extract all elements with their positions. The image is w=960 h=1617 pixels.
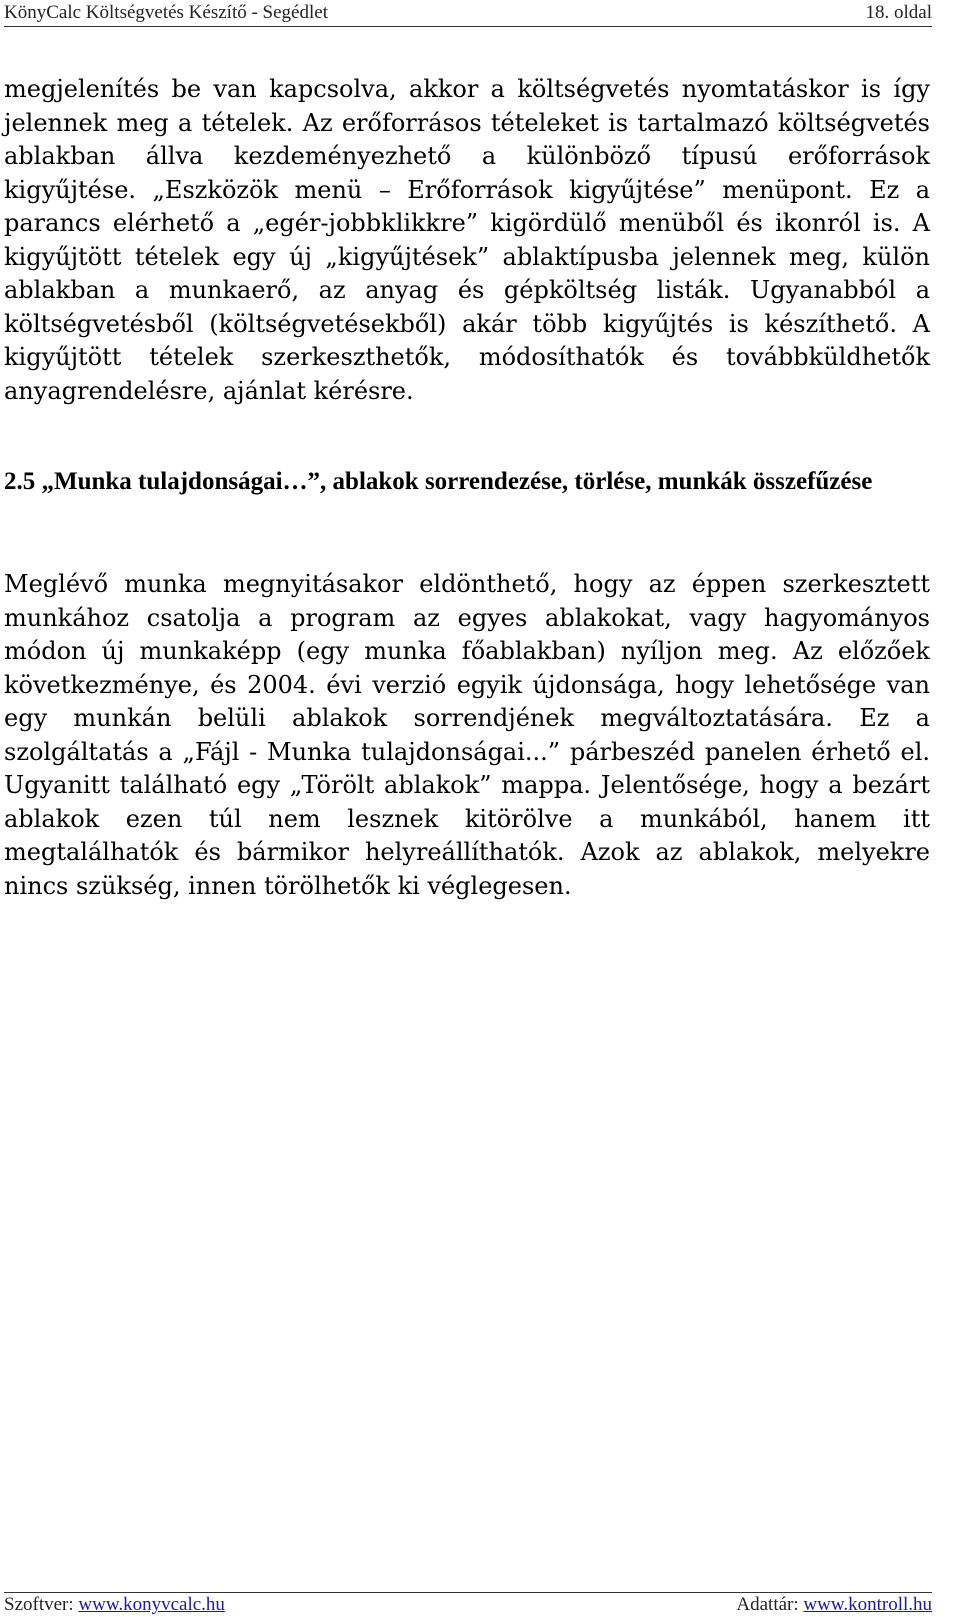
data-label: Adattár: — [736, 1594, 799, 1615]
page-header — [4, 2, 932, 26]
page-number: 18. oldal — [865, 2, 932, 23]
document-title: KönyCalc Költségvetés Készítő - Segédlet — [4, 2, 328, 23]
header-divider — [4, 26, 932, 27]
software-label: Szoftver: — [4, 1594, 74, 1615]
section-heading: 2.5 „Munka tulajdonságai…”, ablakok sorrendezése, törlése, munkák összefűzése — [4, 468, 873, 495]
software-link[interactable]: www.konyvcalc.hu — [78, 1594, 225, 1615]
page-footer — [4, 1594, 932, 1616]
data-link[interactable]: www.kontroll.hu — [803, 1594, 932, 1615]
footer-data — [736, 1594, 932, 1616]
paragraph-work-properties: Meglévő munka megnyitásakor eldönthető, hogy az éppen szerkesztett munkához csatolja a program az egyes ablakokat, vagy hagyományos módon új munkaképp (egy munka főablakban) nyíljon meg. Az előzőek következménye, és 2004. évi verzió egyik újdonsága, hogy lehetősége van egy munkán belüli ablakok sorrendjének megváltoztatására. Ez a szolgáltatás a „Fájl - Munka tulajdonságai...” párbeszéd panelen érhető el. Ugyanitt található egy „Törölt ablakok” mappa. Jelentősége, hogy a bezárt ablakok ezen túl nem lesznek kitörölve a munkából, hanem itt megtalálhatók és bármikor helyreállíthatók. Azok az ablakok, melyekre nincs szükség, innen törölhetők ki véglegesen. — [4, 570, 930, 900]
paragraph-resource-collection: megjelenítés be van kapcsolva, akkor a költségvetés nyomtatáskor is így jelennek meg a tételek. Az erőforrásos tételeket is tartalmazó költségvetés ablakban állva kezdeményezhető a különböző típusú erőforrások kigyűjtése. „Eszközök menü – Erőforrások kigyűjtése” menüpont. Ez a parancs elérhető a „egér-jobbklikkre” kigördülő menüből és ikonról is. A kigyűjtött tételek egy új „kigyűjtések” ablaktípusba jelennek meg, külön ablakban a munkaerő, az anyag és gépköltség listák. Ugyanabból a költségvetésből (költségvetésekből) akár több kigyűjtés is készíthető. A kigyűjtött tételek szerkeszthetők, módosíthatók és továbbküldhetők anyagrendelésre, ajánlat kérésre. — [4, 75, 930, 405]
footer-software — [4, 1594, 225, 1616]
footer-divider — [4, 1592, 932, 1593]
